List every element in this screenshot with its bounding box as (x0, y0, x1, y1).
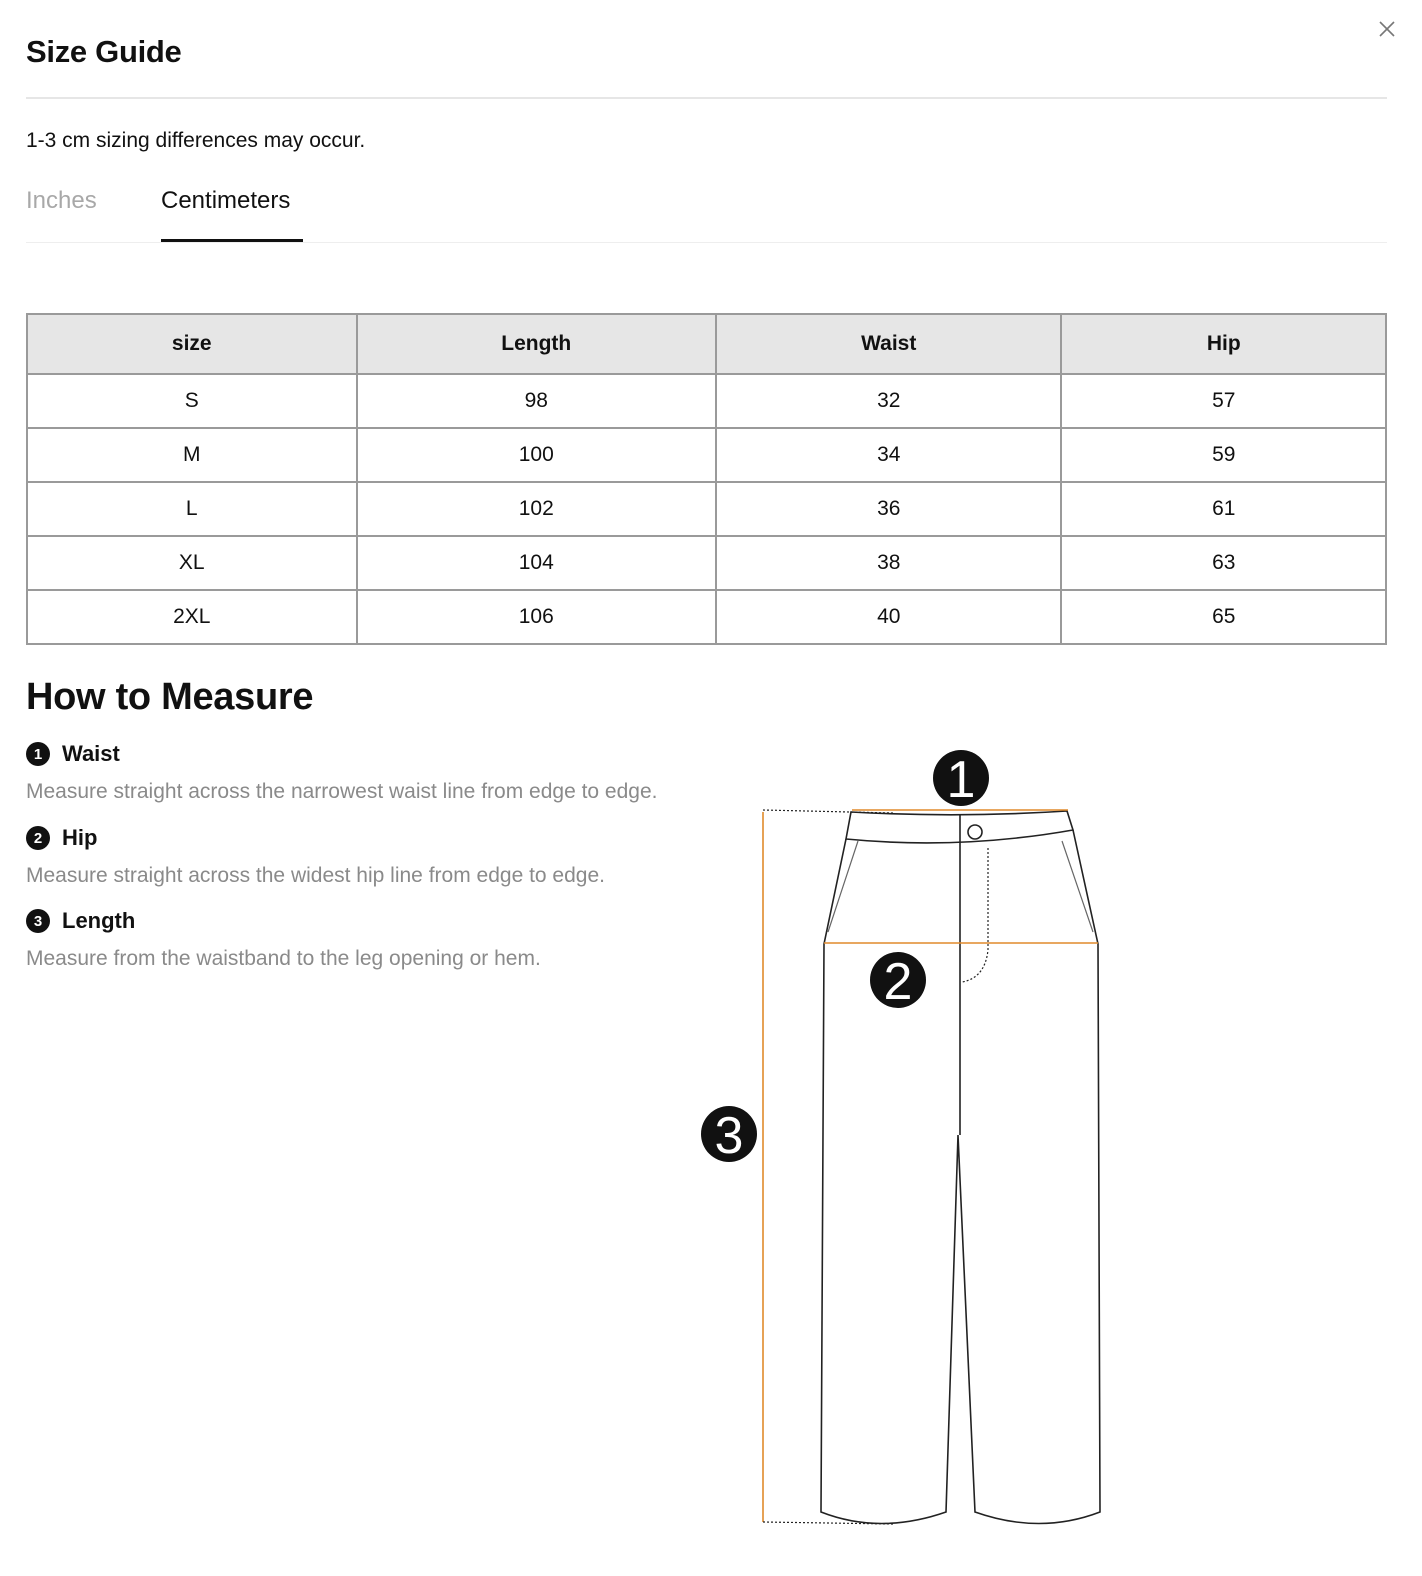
measure-description: Measure from the waistband to the leg opening or hem. (26, 947, 541, 970)
cell-waist: 40 (716, 590, 1061, 644)
tab-centimeters[interactable]: Centimeters (161, 187, 291, 214)
modal-title: Size Guide (26, 34, 182, 69)
svg-text:1: 1 (946, 751, 976, 809)
pants-outline (821, 811, 1100, 1524)
close-button[interactable] (1376, 18, 1398, 40)
marker-1-icon (933, 750, 989, 809)
cell-waist: 36 (716, 482, 1061, 536)
measure-description: Measure straight across the narrowest waist line from edge to edge. (26, 780, 658, 803)
cell-hip: 61 (1061, 482, 1386, 536)
size-table (26, 313, 1387, 645)
measure-item-length (26, 907, 541, 970)
number-badge-icon: 1 (26, 742, 50, 766)
cell-hip: 57 (1061, 374, 1386, 428)
table-header-row (27, 314, 1386, 374)
cell-waist: 38 (716, 536, 1061, 590)
how-to-measure-heading: How to Measure (26, 676, 314, 718)
svg-text:3: 3 (714, 1107, 744, 1165)
measure-label: Length (62, 908, 136, 933)
header-hip: Hip (1061, 314, 1386, 374)
measurement-lines (763, 810, 1098, 1524)
cell-length: 106 (357, 590, 717, 644)
measure-label: Waist (62, 741, 120, 766)
cell-size: L (27, 482, 357, 536)
table-row (27, 374, 1386, 428)
cell-size: M (27, 428, 357, 482)
table-row (27, 428, 1386, 482)
cell-length: 100 (357, 428, 717, 482)
svg-text:2: 2 (883, 953, 913, 1011)
cell-hip: 63 (1061, 536, 1386, 590)
number-badge-icon: 3 (26, 909, 50, 933)
cell-length: 102 (357, 482, 717, 536)
header-length: Length (357, 314, 717, 374)
header-waist: Waist (716, 314, 1061, 374)
table-row (27, 536, 1386, 590)
cell-length: 98 (357, 374, 717, 428)
number-badge-icon: 2 (26, 826, 50, 850)
cell-size: 2XL (27, 590, 357, 644)
marker-2-icon (870, 952, 926, 1011)
measure-description: Measure straight across the widest hip line from edge to edge. (26, 864, 605, 887)
table-row (27, 590, 1386, 644)
cell-size: XL (27, 536, 357, 590)
cell-length: 104 (357, 536, 717, 590)
cell-hip: 59 (1061, 428, 1386, 482)
cell-hip: 65 (1061, 590, 1386, 644)
cell-size: S (27, 374, 357, 428)
marker-3-icon (701, 1106, 757, 1165)
measure-item-waist (26, 740, 658, 803)
measure-label: Hip (62, 825, 98, 850)
header-divider (26, 97, 1387, 99)
tab-inches[interactable]: Inches (26, 187, 97, 214)
table-row (27, 482, 1386, 536)
tabs-divider (26, 242, 1387, 243)
sizing-note: 1-3 cm sizing differences may occur. (26, 129, 366, 152)
pants-measurement-illustration (690, 740, 1120, 1540)
close-icon (1376, 18, 1398, 40)
header-size: size (27, 314, 357, 374)
cell-waist: 32 (716, 374, 1061, 428)
cell-waist: 34 (716, 428, 1061, 482)
measure-item-hip (26, 824, 605, 887)
